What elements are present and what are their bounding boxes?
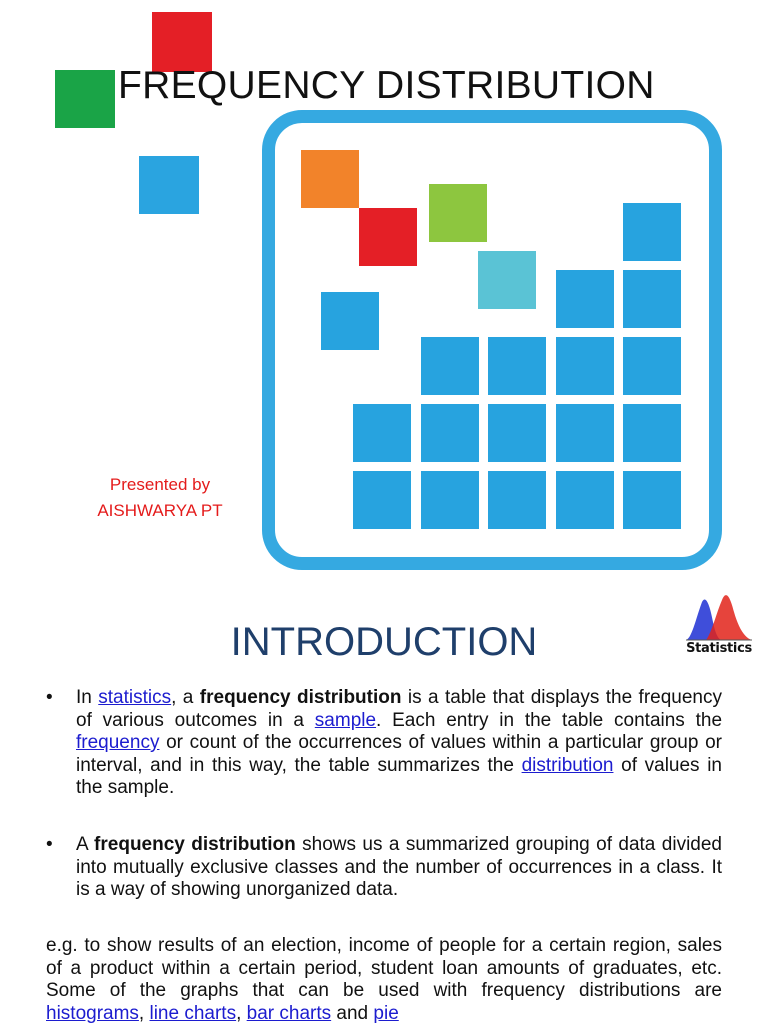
- example-paragraph: [46, 935, 722, 1025]
- bullet-text: [76, 687, 722, 800]
- decor-square-red: [152, 12, 212, 72]
- bold-term: frequency distribution: [199, 687, 402, 708]
- bullet-icon: •: [46, 687, 53, 708]
- decor-square-green: [55, 70, 115, 128]
- link-line-charts[interactable]: line charts: [149, 1002, 237, 1024]
- link-bar-charts[interactable]: bar charts: [246, 1002, 332, 1024]
- graphic-tile-red: [359, 208, 417, 266]
- graphic-tile-blue: [421, 337, 479, 395]
- graphic-tile-blue: [353, 404, 411, 462]
- graphic-tile-blue: [488, 337, 546, 395]
- slide-title: FREQUENCY DISTRIBUTION: [118, 64, 655, 107]
- bullet-text: [76, 834, 722, 902]
- text: shows us a summarized grouping of data divided into mutually exclusive classes and the number of occurrences in a class. It is a way of showing unorganized data.: [76, 834, 722, 900]
- text: is a table that displays the frequency of various outcomes in a: [76, 687, 722, 731]
- text: e.g. to show results of an election, income of people for a certain region, sales of a product within a certain period, student loan amounts of graduates, etc. Some of the graphs that can be used with frequency distributions are: [46, 935, 722, 1001]
- graphic-tile-blue-single: [321, 292, 379, 350]
- bullet-paragraph-2: [46, 834, 722, 902]
- graphic-tile-blue: [623, 203, 681, 261]
- text: and: [331, 1002, 374, 1024]
- decor-square-blue: [139, 156, 199, 214]
- graphic-tile-blue: [556, 404, 614, 462]
- presenter-block: [60, 472, 260, 524]
- graphic-tile-blue: [556, 337, 614, 395]
- graphic-tile-lime: [429, 184, 487, 242]
- graphic-tile-blue: [623, 471, 681, 529]
- graphic-tile-blue: [421, 471, 479, 529]
- presented-by-label: Presented by: [109, 475, 211, 494]
- text: , a: [171, 687, 200, 708]
- graphic-tile-blue: [556, 471, 614, 529]
- link-histograms[interactable]: histograms: [46, 1002, 139, 1024]
- text: A: [76, 834, 95, 855]
- graphic-tile-orange: [301, 150, 359, 208]
- graphic-tile-blue: [488, 404, 546, 462]
- link-statistics[interactable]: statistics: [98, 687, 172, 708]
- text: or count of the occurrences of values within a particular group or interval, and in this way, the table summarizes the: [76, 732, 722, 776]
- link-distribution[interactable]: distribution: [521, 754, 614, 776]
- graphic-tile-blue: [623, 337, 681, 395]
- author-name: AISHWARYA PT: [97, 501, 223, 520]
- link-pie[interactable]: pie: [373, 1002, 399, 1024]
- text: of values in the sample.: [76, 754, 722, 798]
- bullet-icon: •: [46, 834, 53, 855]
- bold-term: frequency distribution: [94, 834, 296, 855]
- graphic-tile-blue: [556, 270, 614, 328]
- graphic-tile-blue: [623, 270, 681, 328]
- section-title: INTRODUCTION: [230, 620, 538, 664]
- bullet-paragraph-1: [46, 687, 722, 800]
- graphic-tile-blue: [353, 471, 411, 529]
- link-frequency[interactable]: frequency: [76, 732, 160, 753]
- graphic-tile-teal: [478, 251, 536, 309]
- text: ,: [236, 1002, 247, 1024]
- text: ,: [138, 1002, 150, 1024]
- link-sample[interactable]: sample: [314, 709, 377, 731]
- text: . Each entry in the table contains the: [376, 709, 723, 731]
- statistics-logo-label: Statistics: [686, 641, 752, 656]
- graphic-tile-blue: [421, 404, 479, 462]
- graphic-tile-blue: [488, 471, 546, 529]
- graphic-tile-blue: [623, 404, 681, 462]
- text: In: [76, 687, 99, 708]
